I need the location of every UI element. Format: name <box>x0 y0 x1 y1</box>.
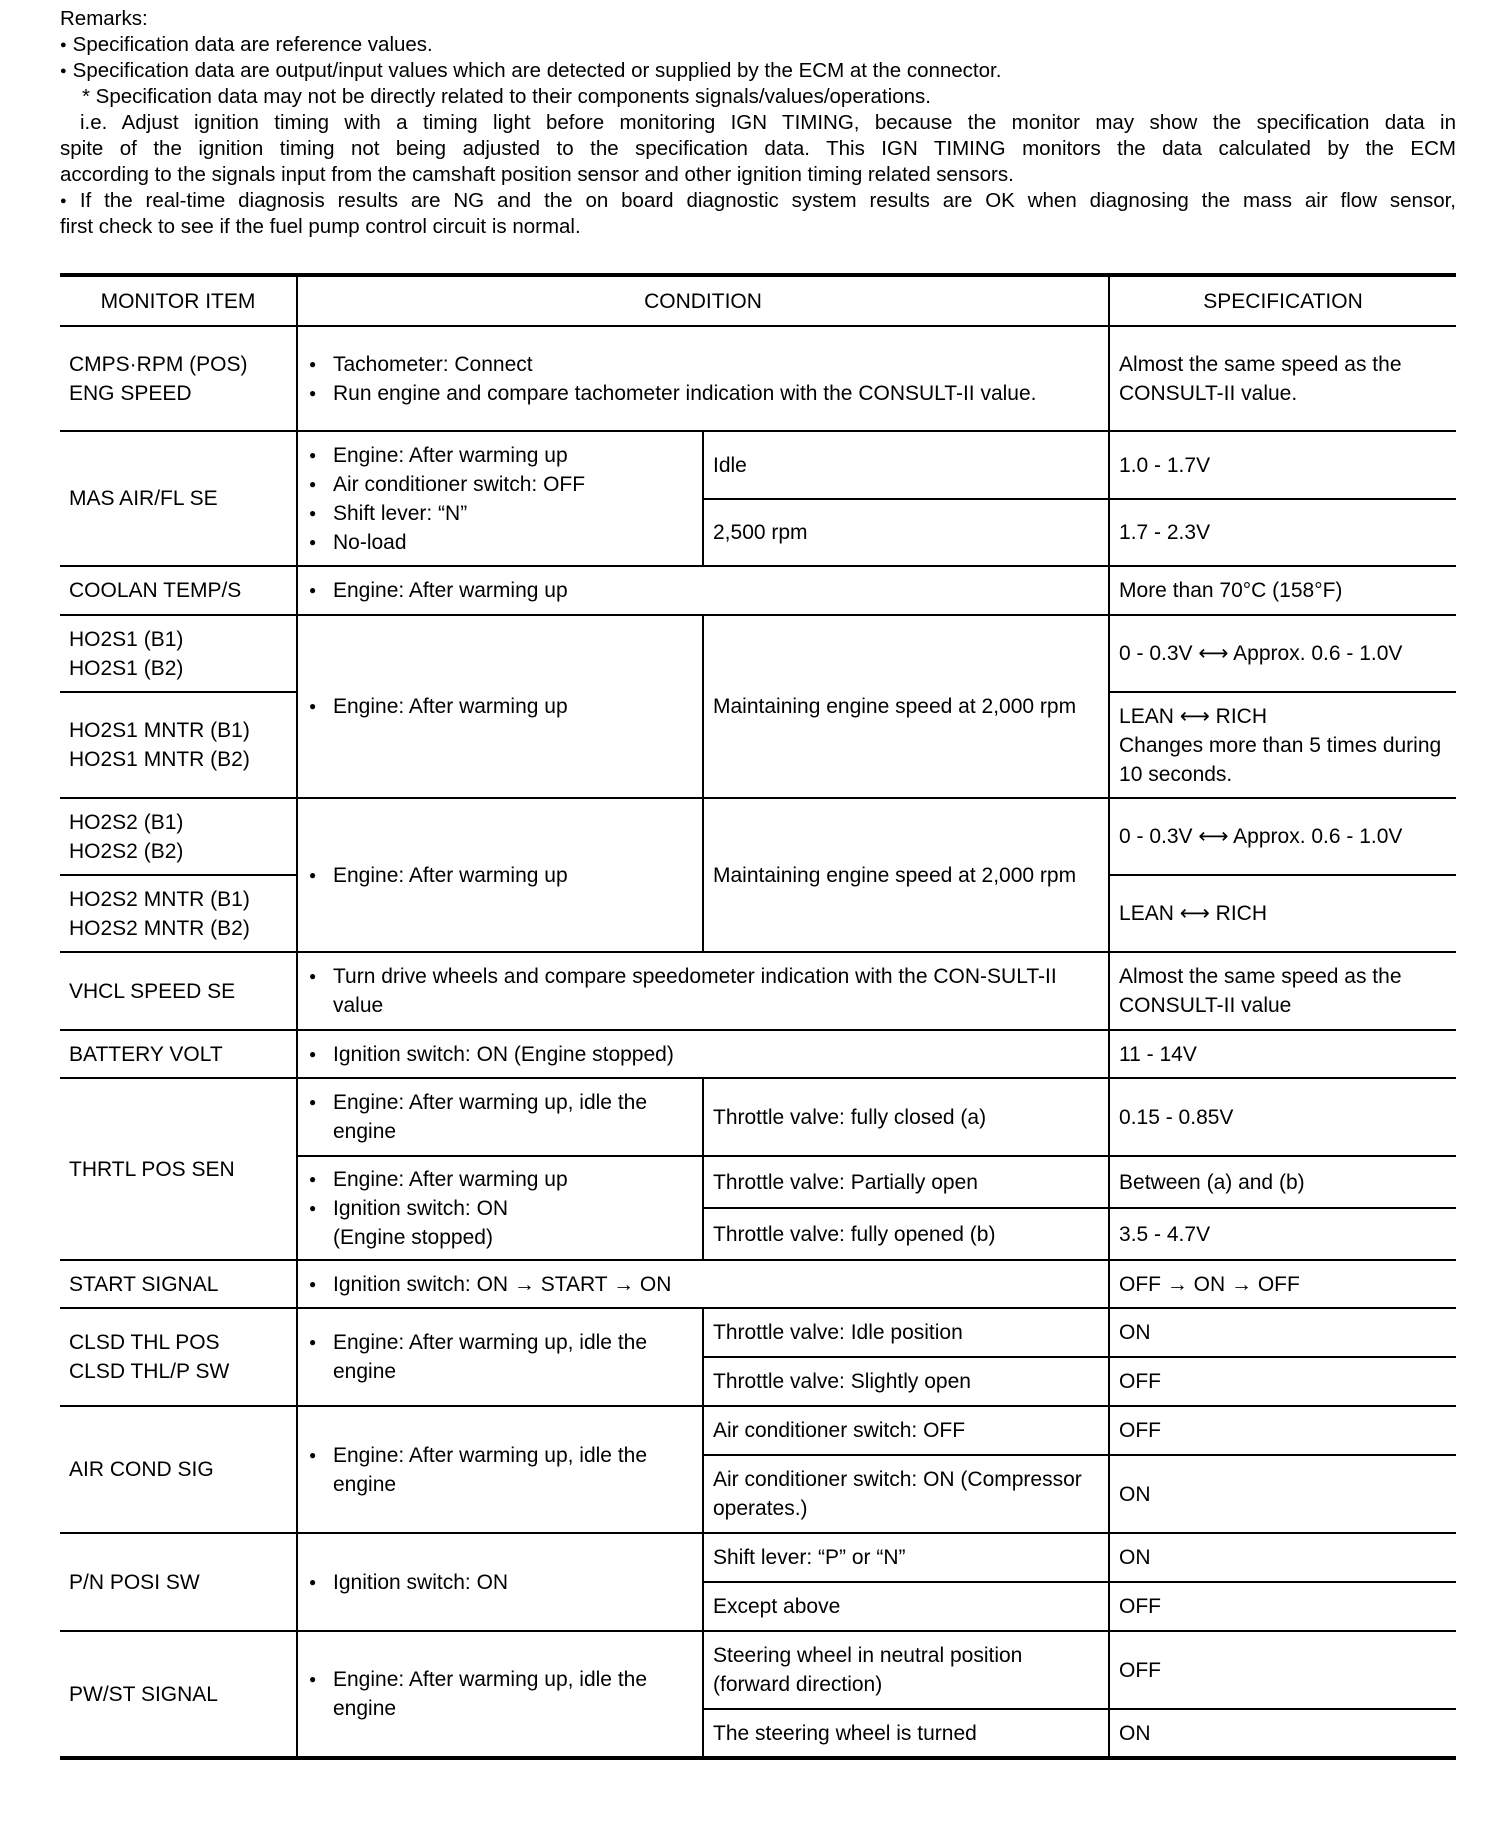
table-row <box>60 615 1456 692</box>
spec-cell: OFF <box>1109 1631 1456 1709</box>
header-specification: SPECIFICATION <box>1109 275 1456 326</box>
monitor-item-cell <box>60 692 297 798</box>
spec-cell: 0.15 - 0.85V <box>1109 1078 1456 1156</box>
condition-bullet: ● Run engine and compare tachometer indication with the CONSULT-II value. <box>307 379 1099 408</box>
condition-text: (Engine stopped) <box>333 1225 493 1249</box>
spec-line: Changes more than 5 times during 10 seconds. <box>1119 733 1442 786</box>
condition-cell <box>297 1533 703 1631</box>
sub-condition-cell: Steering wheel in neutral position (forward direction) <box>703 1631 1109 1709</box>
condition-bullet: ● Engine: After warming up <box>307 1165 693 1194</box>
spec-cell <box>1109 692 1456 798</box>
sub-condition-cell: Maintaining engine speed at 2,000 rpm <box>703 798 1109 952</box>
table-header-row <box>60 275 1456 326</box>
spec-cell: OFF <box>1109 1357 1456 1406</box>
spec-cell: 0 - 0.3V ⟷ Approx. 0.6 - 1.0V <box>1109 615 1456 692</box>
monitor-item-cell: P/N POSI SW <box>60 1533 297 1631</box>
monitor-item-cell: MAS AIR/FL SE <box>60 431 297 566</box>
condition-cell <box>297 1078 703 1156</box>
sub-condition-cell: 2,500 rpm <box>703 499 1109 566</box>
spec-cell: 1.7 - 2.3V <box>1109 499 1456 566</box>
remark-bullet <box>60 58 1456 84</box>
table-row <box>60 1631 1456 1709</box>
condition-text: ● Ignition switch: ON <box>333 1196 509 1220</box>
remarks-heading: Remarks: <box>60 7 148 30</box>
monitor-item: ENG SPEED <box>69 381 192 405</box>
spec-cell: LEAN ⟷ RICH <box>1109 875 1456 952</box>
table-row <box>60 1030 1456 1078</box>
monitor-item: HO2S1 (B1) <box>69 627 184 651</box>
table-row <box>60 326 1456 431</box>
monitor-item-cell <box>60 875 297 952</box>
remark-text: Specification data are reference values. <box>72 33 433 56</box>
condition-bullet: ● Ignition switch: ON → START → ON <box>307 1270 1099 1299</box>
spec-line: LEAN ⟷ RICH <box>1119 704 1267 728</box>
condition-bullet: ● No-load <box>307 528 693 557</box>
condition-cell <box>297 326 1109 431</box>
remark-example-line: spite of the ignition timing not being adjusted to the specification data. This IGN TIMING monitors the data calculated by the ECM <box>60 137 1456 160</box>
sub-condition-cell: Throttle valve: Idle position <box>703 1308 1109 1357</box>
table-row <box>60 1308 1456 1357</box>
header-monitor-item: MONITOR ITEM <box>60 275 297 326</box>
monitor-item: HO2S1 MNTR (B1) <box>69 719 250 742</box>
remark-bullet <box>60 188 1456 214</box>
spec-cell: OFF <box>1109 1582 1456 1631</box>
condition-cell <box>297 1631 703 1758</box>
condition-bullet: ● Engine: After warming up <box>307 441 693 470</box>
monitor-item: CLSD THL POS <box>69 1331 220 1354</box>
sub-condition-cell: Except above <box>703 1582 1109 1631</box>
remarks-section <box>60 0 1456 240</box>
condition-cell <box>297 1406 703 1533</box>
monitor-item-cell: VHCL SPEED SE <box>60 952 297 1030</box>
monitor-item: HO2S2 (B1) <box>69 810 184 834</box>
monitor-item-cell: BATTERY VOLT <box>60 1030 297 1078</box>
monitor-item: CLSD THL/P SW <box>69 1360 230 1383</box>
spec-cell: ON <box>1109 1308 1456 1357</box>
monitor-spec-table <box>60 273 1456 1760</box>
table-row <box>60 431 1456 499</box>
condition-cell <box>297 615 703 798</box>
remark-note: * Specification data may not be directly related to their components signals/values/operations. <box>82 85 931 108</box>
monitor-item-cell: START SIGNAL <box>60 1260 297 1308</box>
remark-example-line: i.e. Adjust ignition timing with a timing light before monitoring IGN TIMING, because the monitor may show the specification data in <box>80 111 1456 134</box>
condition-bullet: ● Engine: After warming up, idle the engine <box>307 1441 693 1499</box>
condition-cell <box>297 952 1109 1030</box>
spec-cell: Almost the same speed as the CONSULT-II value. <box>1109 326 1456 431</box>
sub-condition-cell: Throttle valve: fully opened (b) <box>703 1208 1109 1260</box>
sub-condition-cell: Maintaining engine speed at 2,000 rpm <box>703 615 1109 798</box>
condition-bullet: ● Ignition switch: ON <box>307 1568 693 1597</box>
condition-bullet: ● Engine: After warming up, idle the engine <box>307 1088 693 1146</box>
condition-cell <box>297 431 703 566</box>
spec-cell: ON <box>1109 1709 1456 1758</box>
condition-bullet: ● Turn drive wheels and compare speedometer indication with the CON-SULT-II value <box>307 962 1099 1020</box>
remark-text: If the real-time diagnosis results are NG and the on board diagnostic system results are OK when diagnosing the mass air flow sensor, <box>79 189 1456 212</box>
monitor-item: HO2S2 MNTR (B1) <box>69 887 250 911</box>
sub-condition-cell: Throttle valve: Slightly open <box>703 1357 1109 1406</box>
condition-bullet: ● Engine: After warming up, idle the engine <box>307 1328 693 1386</box>
sub-condition-cell: The steering wheel is turned <box>703 1709 1109 1758</box>
header-condition: CONDITION <box>297 275 1109 326</box>
condition-bullet: ● Ignition switch: ON (Engine stopped) <box>307 1040 1099 1069</box>
table-row <box>60 1260 1456 1308</box>
condition-bullet: ● Engine: After warming up, idle the engine <box>307 1665 693 1723</box>
condition-bullet: ● Engine: After warming up <box>307 692 693 721</box>
condition-bullet: ● Engine: After warming up <box>307 861 693 890</box>
spec-cell: ON <box>1109 1455 1456 1533</box>
monitor-item-cell <box>60 615 297 692</box>
condition-cell <box>297 1156 703 1260</box>
spec-cell: 11 - 14V <box>1109 1030 1456 1078</box>
monitor-item-cell <box>60 1308 297 1406</box>
table-row <box>60 952 1456 1030</box>
remark-text: Specification data are output/input values which are detected or supplied by the ECM at the connector. <box>72 59 1002 82</box>
remark-bullet <box>60 32 1456 58</box>
monitor-item-cell: THRTL POS SEN <box>60 1078 297 1260</box>
monitor-item: HO2S2 MNTR (B2) <box>69 916 250 940</box>
sub-condition-cell: Air conditioner switch: ON (Compressor operates.) <box>703 1455 1109 1533</box>
condition-bullet: ● Engine: After warming up <box>307 576 1099 605</box>
sub-condition-cell: Throttle valve: fully closed (a) <box>703 1078 1109 1156</box>
monitor-item-cell <box>60 326 297 431</box>
monitor-item: HO2S1 (B2) <box>69 656 184 680</box>
spec-cell: Almost the same speed as the CONSULT-II value <box>1109 952 1456 1030</box>
condition-cell <box>297 1308 703 1406</box>
table-row <box>60 1533 1456 1582</box>
condition-cell <box>297 1260 1109 1308</box>
spec-cell: 1.0 - 1.7V <box>1109 431 1456 499</box>
spec-cell: ON <box>1109 1533 1456 1582</box>
spec-cell: Between (a) and (b) <box>1109 1156 1456 1208</box>
condition-cell <box>297 1030 1109 1078</box>
table-row <box>60 1406 1456 1455</box>
condition-bullet: ● Air conditioner switch: OFF <box>307 470 693 499</box>
condition-cell <box>297 798 703 952</box>
sub-condition-cell: Air conditioner switch: OFF <box>703 1406 1109 1455</box>
page <box>60 0 1456 1745</box>
sub-condition-cell: Idle <box>703 431 1109 499</box>
condition-bullet: ● Shift lever: “N” <box>307 499 693 528</box>
remark-text: first check to see if the fuel pump control circuit is normal. <box>60 215 581 238</box>
condition-cell <box>297 566 1109 615</box>
condition-bullet: ● Tachometer: Connect <box>307 350 1099 379</box>
spec-cell: 0 - 0.3V ⟷ Approx. 0.6 - 1.0V <box>1109 798 1456 875</box>
sub-condition-cell: Shift lever: “P” or “N” <box>703 1533 1109 1582</box>
remark-example-line: according to the signals input from the camshaft position sensor and other ignition timing related sensors. <box>60 163 1014 186</box>
spec-cell: 3.5 - 4.7V <box>1109 1208 1456 1260</box>
condition-bullet <box>307 1194 693 1252</box>
monitor-item-cell: COOLAN TEMP/S <box>60 566 297 615</box>
monitor-item-cell <box>60 798 297 875</box>
table-row <box>60 566 1456 615</box>
monitor-item-cell: AIR COND SIG <box>60 1406 297 1533</box>
monitor-item-cell: PW/ST SIGNAL <box>60 1631 297 1758</box>
table-row <box>60 798 1456 875</box>
spec-cell: OFF → ON → OFF <box>1109 1260 1456 1308</box>
spec-cell: More than 70°C (158°F) <box>1109 566 1456 615</box>
monitor-item: HO2S1 MNTR (B2) <box>69 748 250 771</box>
monitor-item: HO2S2 (B2) <box>69 839 184 863</box>
sub-condition-cell: Throttle valve: Partially open <box>703 1156 1109 1208</box>
spec-cell: OFF <box>1109 1406 1456 1455</box>
table-row <box>60 1078 1456 1156</box>
monitor-item: CMPS·RPM (POS) <box>69 352 248 376</box>
